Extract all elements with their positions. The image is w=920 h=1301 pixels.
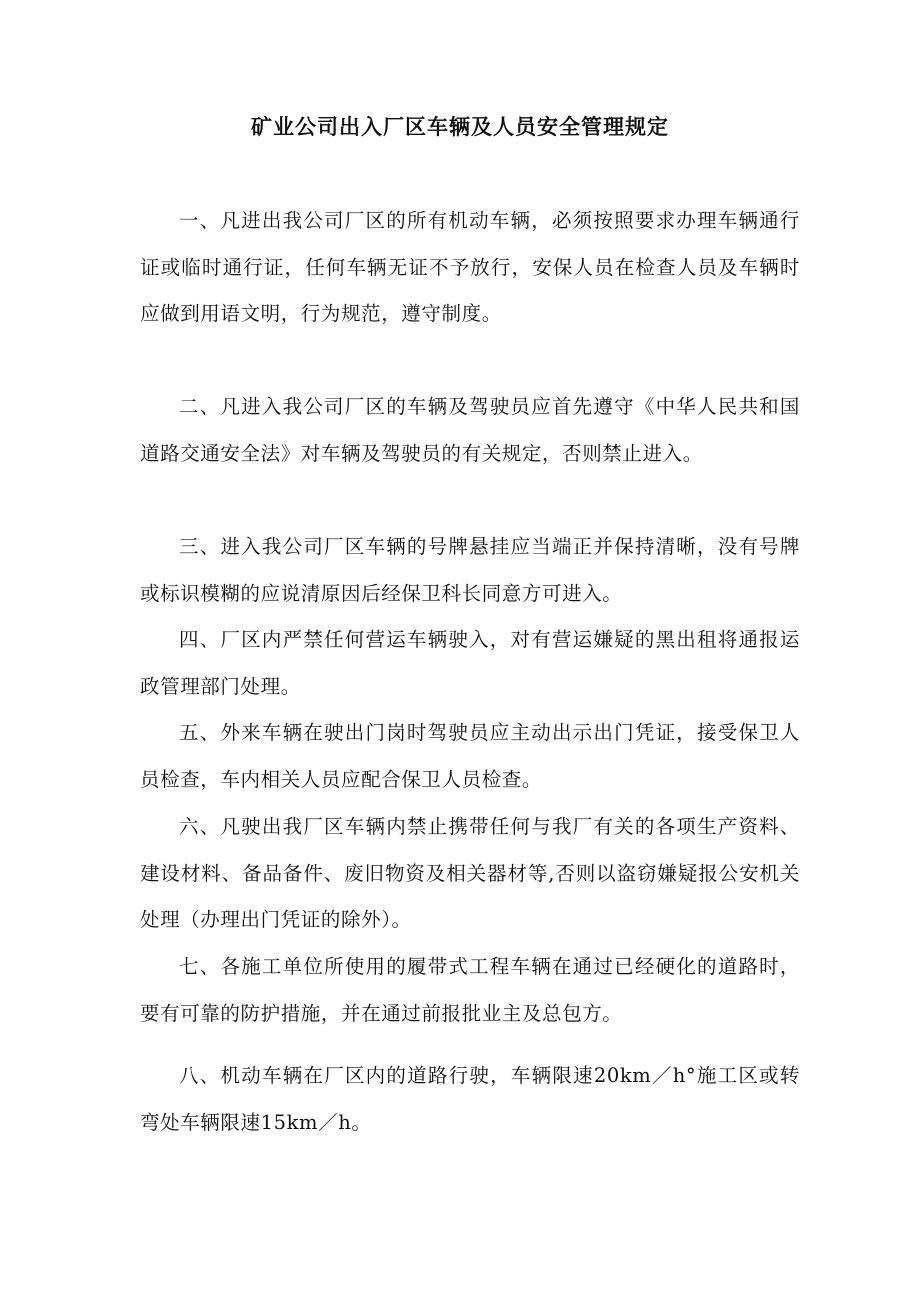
paragraph-6: 六、凡驶出我厂区车辆内禁止携带任何与我厂有关的各项生产资料、建设材料、备品备件、废旧物资及相关器材等,否则以盗窃嫌疑报公安机关处理（办理出门凭证的除外）。: [140, 815, 800, 931]
paragraph-4: 四、厂区内严禁任何营运车辆驶入，对有营运嫌疑的黑出租将通报运政管理部门处理。: [140, 628, 800, 698]
paragraph-2: 二、凡进入我公司厂区的车辆及驾驶员应首先遵守《中华人民共和国道路交通安全法》对车辆及驾驶员的有关规定，否则禁止进入。: [140, 395, 800, 465]
document-title: 矿业公司出入厂区车辆及人员安全管理规定: [251, 115, 669, 139]
paragraph-8: 八、机动车辆在厂区内的道路行驶，车辆限速20km／h°施工区或转弯处车辆限速15km／h。: [140, 1064, 800, 1134]
paragraph-1: 一、凡进出我公司厂区的所有机动车辆，必须按照要求办理车辆通行证或临时通行证，任何车辆无证不予放行，安保人员在检查人员及车辆时应做到用语文明，行为规范，遵守制度。: [140, 209, 800, 325]
paragraph-7: 七、各施工单位所使用的履带式工程车辆在通过已经硬化的道路时，要有可靠的防护措施，并在通过前报批业主及总包方。: [140, 955, 800, 1025]
paragraph-3: 三、进入我公司厂区车辆的号牌悬挂应当端正并保持清晰，没有号牌或标识模糊的应说清原因后经保卫科长同意方可进入。: [140, 535, 800, 605]
paragraph-5: 五、外来车辆在驶出门岗时驾驶员应主动出示出门凭证，接受保卫人员检查，车内相关人员应配合保卫人员检查。: [140, 721, 800, 791]
